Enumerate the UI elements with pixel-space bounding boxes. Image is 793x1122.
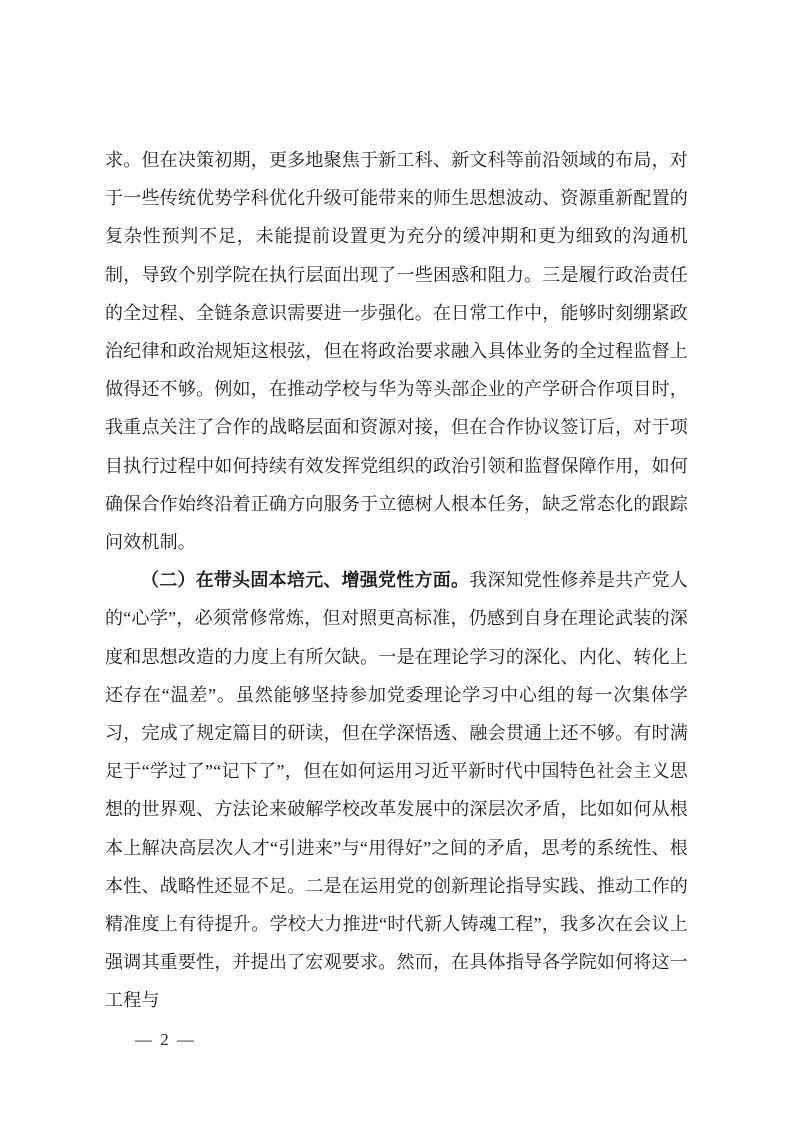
document-body [105, 141, 688, 1020]
page-footer [135, 1029, 196, 1051]
page-number: — 2 — [135, 1030, 196, 1049]
paragraph-text: 我深知党性修养是共产党人的“心学”，必须常修常炼，但对照更高标准，仍感到自身在理论武装的深度和思想改造的力度上有所欠缺。一是在理论学习的深化、内化、转化上还存在“温差”。虽然能够坚持参加党委理论学习中心组的每一次集体学习，完成了规定篇目的研读，但在学深悟透、融会贯通上还不够。有时满足于“学过了”“记下了”，但在如何运用习近平新时代中国特色社会主义思想的世界观、方法论来破解学校改革发展中的深层次矛盾，比如如何从根本上解决高层次人才“引进来”与“用得好”之间的矛盾，思考的系统性、根本性、战略性还显不足。二是在运用党的创新理论指导实践、推动工作的精准度上有待提升。学校大力推进“时代新人铸魂工程”，我多次在会议上强调其重要性，并提出了宏观要求。然而，在具体指导各学院如何将这一工程与 [105, 570, 688, 1011]
paragraph-section-2 [105, 561, 688, 1019]
paragraph-continuation [105, 141, 688, 561]
paragraph-lead-heading: （二）在带头固本培元、增强党性方面。 [141, 570, 470, 591]
paragraph-text: 求。但在决策初期，更多地聚焦于新工科、新文科等前沿领域的布局，对于一些传统优势学科优化升级可能带来的师生思想波动、资源重新配置的复杂性预判不足，未能提前设置更为充分的缓冲期和更为细致的沟通机制，导致个别学院在执行层面出现了一些困惑和阻力。三是履行政治责任的全过程、全链条意识需要进一步强化。在日常工作中，能够时刻绷紧政治纪律和政治规矩这根弦，但在将政治要求融入具体业务的全过程监督上做得还不够。例如，在推动学校与华为等头部企业的产学研合作项目时，我重点关注了合作的战略层面和资源对接，但在合作协议签订后，对于项目执行过程中如何持续有效发挥党组织的政治引领和监督保障作用，如何确保合作始终沿着正确方向服务于立德树人根本任务，缺乏常态化的跟踪问效机制。 [105, 150, 688, 553]
